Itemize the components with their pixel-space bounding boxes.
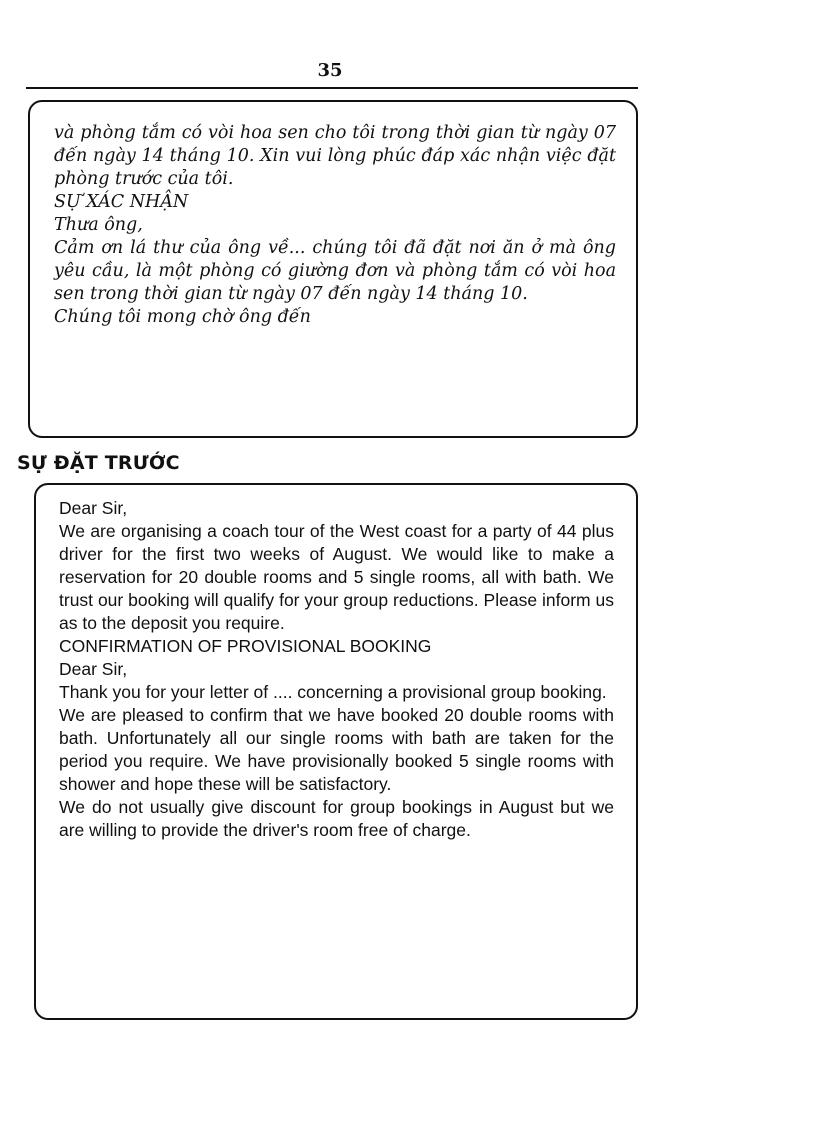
- confirmation-heading-en: CONFIRMATION OF PROVISIONAL BOOKING: [59, 636, 432, 656]
- confirmation-body: Cảm ơn lá thư của ông về... chúng tôi đã đặt nơi ăn ở mà ông yêu cầu, là một phòng có giường đơn và phòng tắm có vòi hoa sen trong thời gian từ ngày 07 đến ngày 14 tháng 10.: [54, 238, 616, 304]
- vietnamese-letter-box: [28, 100, 638, 438]
- paragraph-1: Thank you for your letter of .... concerning a provisional group booking.: [59, 682, 607, 702]
- section-title: SỰ ĐẶT TRƯỚC: [17, 452, 180, 474]
- header-rule: [26, 87, 638, 89]
- closing-line: Chúng tôi mong chờ ông đến: [54, 307, 311, 327]
- letter-ending: và phòng tắm có vòi hoa sen cho tôi trong thời gian từ ngày 07 đến ngày 14 tháng 10. Xin vui lòng phúc đáp xác nhận việc đặt phòng trước của tôi.: [54, 123, 616, 189]
- booking-request: We are organising a coach tour of the West coast for a party of 44 plus driver for the first two weeks of August. We would like to make a reservation for 20 double rooms and 5 single rooms, all with bath. We trust our booking will qualify for your group reductions. Please inform us as to the deposit you require.: [59, 521, 614, 633]
- salutation-1: Dear Sir,: [59, 498, 128, 518]
- salutation: Thưa ông,: [54, 215, 143, 235]
- paragraph-3: We do not usually give discount for group bookings in August but we are willing to provide the driver's room free of charge.: [59, 797, 614, 840]
- english-letter-box: [34, 483, 638, 1020]
- salutation-2: Dear Sir,: [59, 659, 128, 679]
- paragraph-2: We are pleased to confirm that we have booked 20 double rooms with bath. Unfortunately all our single rooms with bath are taken for the period you require. We have provisionally booked 5 single rooms with shower and hope these will be satisfactory.: [59, 705, 614, 794]
- confirmation-heading: SỰ XÁC NHẬN: [54, 192, 189, 212]
- page-number: 35: [317, 60, 343, 81]
